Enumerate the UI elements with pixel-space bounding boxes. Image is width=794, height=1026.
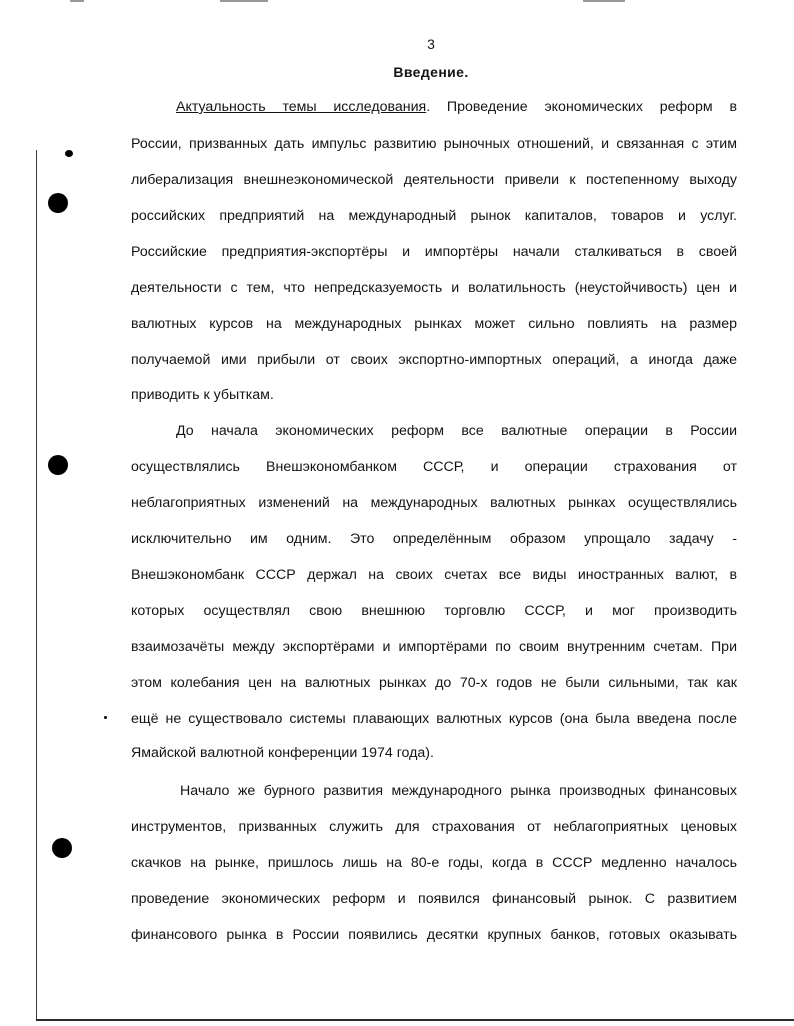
paragraph-1-lead-text: . Проведение экономических реформ в [426, 99, 737, 115]
paragraph-3-first-line: Начало же бурного развития международного рынка производных финансовых [180, 783, 737, 799]
scan-speck [104, 716, 107, 719]
text-line: деятельности с тем, что непредсказуемость и волатильность (неустойчивость) цен и [131, 280, 737, 296]
text-line: инструментов, призванных служить для страхования от неблагоприятных ценовых [131, 819, 737, 835]
text-line: осуществлялись Внешэкономбанком СССР, и операции страхования от [131, 459, 737, 475]
section-heading: Введение. [393, 64, 469, 80]
text-line: либерализация внешнеэкономической деятельности привели к постепенному выходу [131, 172, 737, 188]
text-line: взаимозачёты между экспортёрами и импортёрами по своим внутренним счетам. При [131, 639, 737, 655]
text-line: неблагоприятных изменений на международных валютных рынках осуществлялись [131, 495, 737, 511]
scan-edge-left [36, 150, 37, 1020]
page-number: 3 [427, 36, 435, 52]
text-line: валютных курсов на международных рынках может сильно повлиять на размер [131, 316, 737, 332]
paragraph-1-first-line [176, 97, 737, 117]
text-line: скачков на рынке, пришлось лишь на 80-е годы, когда в СССР медленно началось [131, 855, 737, 871]
text-line: получаемой ими прибыли от своих экспортно-импортных операций, а иногда даже [131, 352, 737, 368]
text-line: проведение экономических реформ и появился финансовый рынок. С развитием [131, 891, 737, 907]
text-line: приводить к убыткам. [131, 387, 274, 403]
paragraph-2-first-line: До начала экономических реформ все валютные операции в России [176, 423, 737, 439]
scan-speck [65, 150, 73, 157]
punch-hole [52, 838, 72, 858]
punch-hole [48, 455, 68, 475]
text-line: этом колебания цен на валютных рынках до 70-х годов не были сильными, так как [131, 675, 737, 691]
text-line: Внешэкономбанк СССР держал на своих счетах все виды иностранных валют, в [131, 567, 737, 583]
text-line: российских предприятий на международный рынок капиталов, товаров и услуг. [131, 208, 737, 224]
punch-hole [48, 193, 68, 213]
text-line: ещё не существовало системы плавающих валютных курсов (она была введена после [131, 711, 737, 727]
scan-mark-top [583, 0, 625, 2]
topic-relevance-label: Актуальность темы исследования [176, 99, 427, 115]
scan-mark-top [70, 0, 84, 2]
text-line: исключительно им одним. Это определённым образом упрощало задачу - [131, 531, 737, 547]
scan-edge-bottom [36, 1019, 794, 1021]
text-line: финансового рынка в России появились десятки крупных банков, готовых оказывать [131, 927, 737, 943]
text-line: Российские предприятия-экспортёры и импортёры начали сталкиваться в своей [131, 244, 737, 260]
scan-mark-top [220, 0, 268, 2]
text-line: которых осуществлял свою внешнюю торговлю СССР, и мог производить [131, 603, 737, 619]
text-line: Ямайской валютной конференции 1974 года). [131, 745, 434, 761]
text-line: России, призванных дать импульс развитию рыночных отношений, и связанная с этим [131, 136, 737, 152]
